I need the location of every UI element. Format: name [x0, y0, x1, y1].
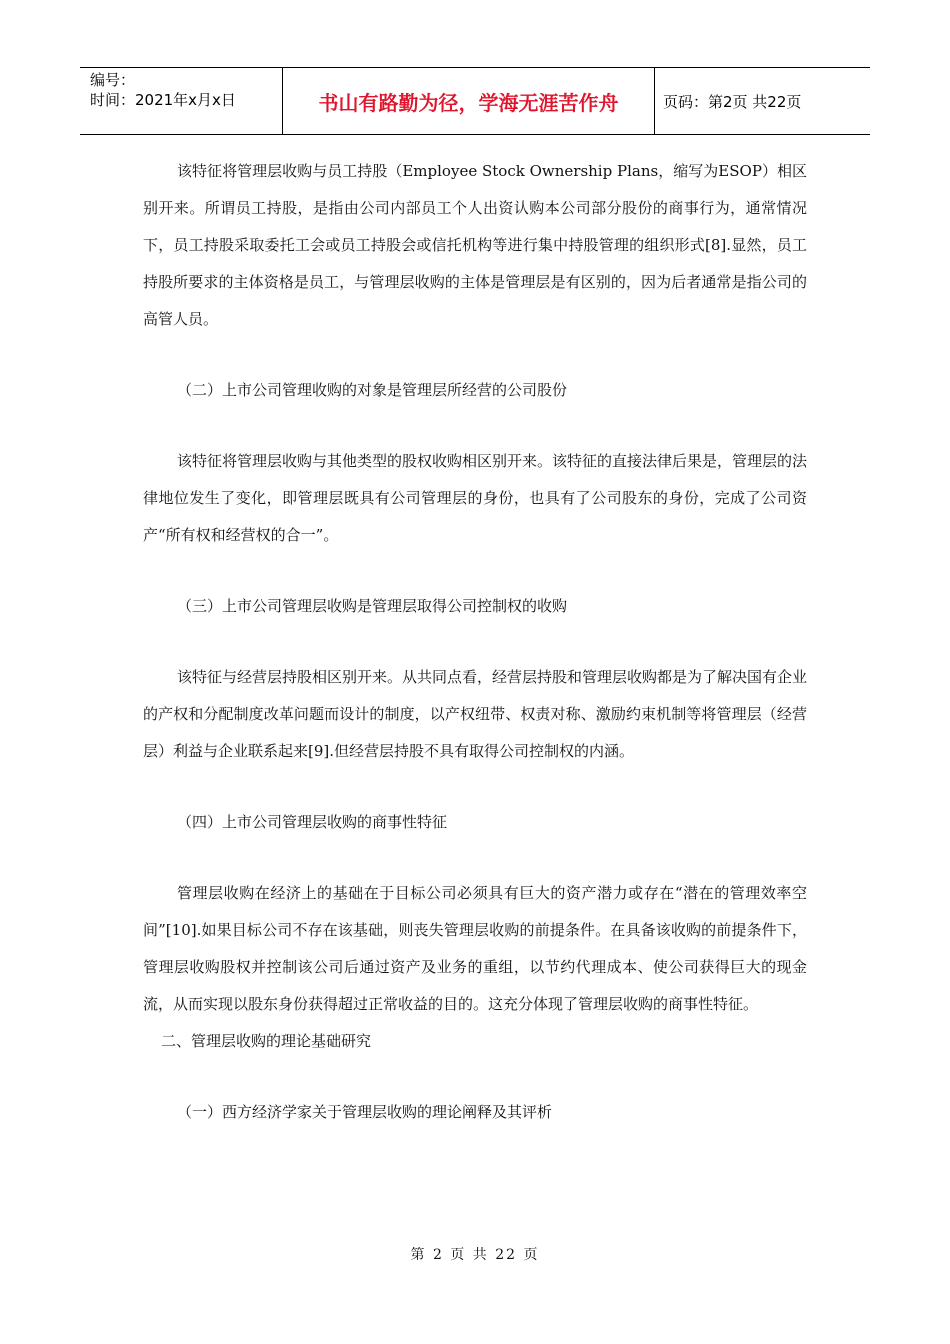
header-meta: [80, 68, 282, 134]
header-page-label: 页码：第2页 共22页: [663, 92, 802, 111]
paragraph-control: 该特征与经营层持股相区别开来。从共同点看，经营层持股和管理层收购都是为了解决国有企业的产权和分配制度改革问题而设计的制度，以产权纽带、权责对称、激励约束机制等将管理层（经营层）利益与企业联系起来[9].但经营层持股不具有取得公司控制权的内涵。: [143, 668, 808, 760]
document-body: [143, 153, 807, 1131]
chapter-heading-2: 二、管理层收购的理论基础研究: [161, 1032, 372, 1050]
section-heading-4: （四）上市公司管理层收购的商事性特征: [177, 813, 448, 831]
header-motto: 书山有路勤为径，学海无涯苦作舟: [282, 68, 655, 134]
paragraph-commercial: 管理层收购在经济上的基础在于目标公司必须具有巨大的资产潜力或存在“潜在的管理效率空间”[10].如果目标公司不存在该基础，则丧失管理层收购的前提条件。在具备该收购的前提条件下，管理层收购股权并控制该公司后通过资产及业务的重组，以节约代理成本、使公司获得巨大的现金流，从而实现以股东身份获得超过正常收益的目的。这充分体现了管理层收购的商事性特征。: [143, 884, 807, 1013]
section-heading-2: （二）上市公司管理收购的对象是管理层所经营的公司股份: [177, 381, 568, 399]
page-header: [80, 67, 870, 135]
section-heading-5: （一）西方经济学家关于管理层收购的理论阐释及其评析: [177, 1103, 553, 1121]
paragraph-esop: 该特征将管理层收购与员工持股（Employee Stock Ownership Plans，缩写为ESOP）相区别开来。所谓员工持股，是指由公司内部员工个人出资认购本公司部分股份的商事行为，通常情况下，员工持股采取委托工会或员工持股会或信托机构等进行集中持股管理的组织形式[8].显然，员工持股所要求的主体资格是员工，与管理层收购的主体是管理层是有区别的，因为后者通常是指公司的高管人员。: [143, 162, 807, 328]
number-label: 编号：: [90, 71, 136, 89]
section-heading-3: （三）上市公司管理层收购是管理层取得公司控制权的收购: [177, 597, 568, 615]
page-footer: 第 2 页 共 22 页: [410, 1247, 540, 1263]
time-label: 时间：2021年x月x日: [90, 91, 236, 109]
paragraph-equity: 该特征将管理层收购与其他类型的股权收购相区别开来。该特征的直接法律后果是，管理层的法律地位发生了变化，即管理层既具有公司管理层的身份，也具有了公司股东的身份，完成了公司资产“所有权和经营权的合一”。: [143, 452, 808, 544]
